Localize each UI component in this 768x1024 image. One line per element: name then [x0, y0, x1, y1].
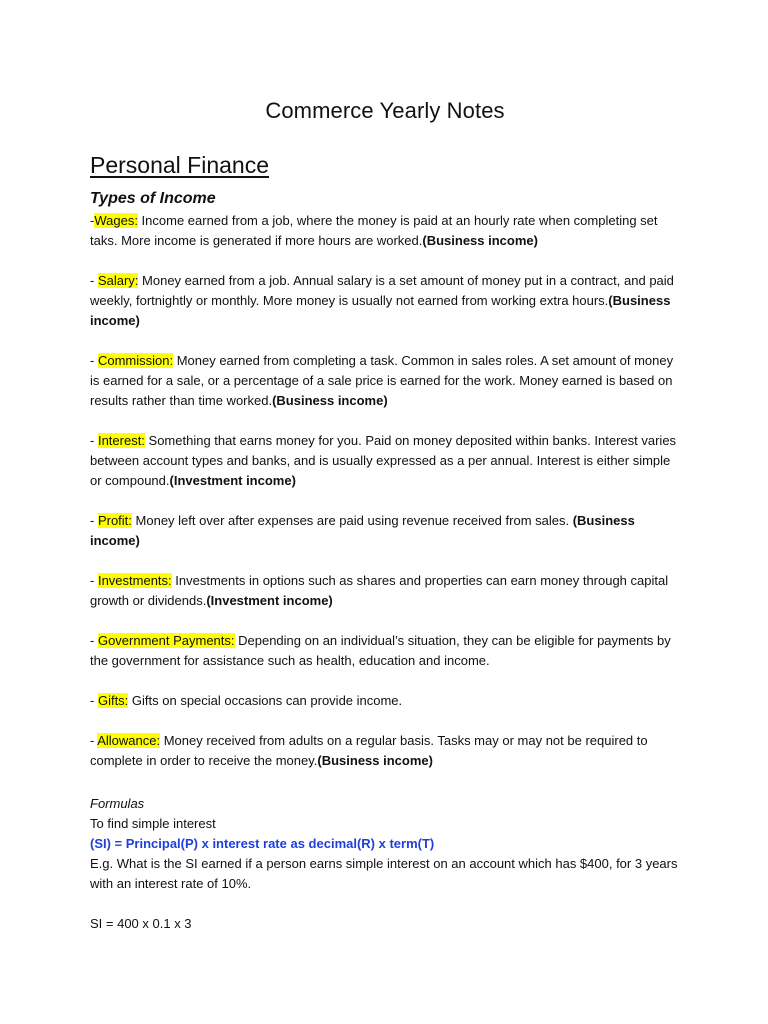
entry-prefix: -: [90, 633, 98, 648]
income-entry-commission: [90, 351, 680, 411]
income-entry-investments: [90, 571, 680, 611]
income-category-tag: (Investment income): [206, 593, 333, 608]
entry-prefix: -: [90, 513, 98, 528]
income-category-tag: (Business income): [422, 233, 538, 248]
highlighted-term: Commission:: [97, 353, 174, 368]
highlighted-term: Salary:: [97, 273, 139, 288]
entry-description: Depending on an individual’s situation, they can be eligible for payments by the government for assistance such as health, education and income.: [90, 633, 671, 668]
entry-description: Investments in options such as shares and properties can earn money through capital growth or dividends.: [90, 573, 669, 608]
entry-prefix: -: [90, 353, 98, 368]
worked-calculation: SI = 400 x 0.1 x 3: [90, 916, 192, 931]
income-category-tag: (Business income): [90, 293, 671, 328]
document-title: Commerce Yearly Notes: [265, 98, 505, 123]
entry-description: Money received from adults on a regular basis. Tasks may or may not be required to complete in order to receive the money.: [90, 733, 648, 768]
income-types-list: [90, 211, 680, 771]
income-entry-salary: [90, 271, 680, 331]
formula-intro: To find simple interest: [90, 816, 216, 831]
entry-prefix: -: [90, 273, 98, 288]
income-entry-profit: [90, 511, 680, 551]
income-entry-allowance: [90, 731, 680, 771]
highlighted-term: Gifts:: [97, 693, 129, 708]
formula-example: E.g. What is the SI earned if a person earns simple interest on an account which has $400, for 3 years with an interest rate of 10%.: [90, 856, 678, 891]
subsection-heading: Types of Income: [90, 190, 216, 207]
formulas-section: [90, 794, 680, 934]
highlighted-term: Profit:: [97, 513, 132, 528]
entry-prefix: -: [90, 573, 98, 588]
income-entry-government-payments: [90, 631, 680, 671]
income-category-tag: (Investment income): [169, 473, 296, 488]
entry-description: Money earned from completing a task. Common in sales roles. A set amount of money is earned for a sale, or a percentage of a sale price is earned for the work. Money earned is based on results rather than time worked.: [90, 353, 674, 408]
income-category-tag: (Business income): [272, 393, 388, 408]
entry-description: Money left over after expenses are paid using revenue received from sales.: [131, 513, 573, 528]
entry-prefix: -: [90, 733, 98, 748]
income-entry-wages: [90, 211, 680, 251]
simple-interest-formula: (SI) = Principal(P) x interest rate as decimal(R) x term(T): [90, 836, 435, 851]
income-category-tag: (Business income): [90, 513, 635, 548]
entry-prefix: -: [90, 433, 98, 448]
entry-prefix: -: [90, 213, 95, 228]
entry-description: Something that earns money for you. Paid on money deposited within banks. Interest varies between account types and banks, and is usually expressed as a per annual. Interest is either simple or compound.: [90, 433, 677, 488]
section-heading: Personal Finance: [90, 152, 269, 178]
highlighted-term: Investments:: [97, 573, 172, 588]
entry-description: Money earned from a job. Annual salary is a set amount of money put in a contract, and paid weekly, fortnightly or monthly. More money is usually not earned from working extra hours.: [90, 273, 674, 308]
entry-description: Gifts on special occasions can provide income.: [128, 693, 403, 708]
income-entry-interest: [90, 431, 680, 491]
entry-description: Income earned from a job, where the money is paid at an hourly rate when completing set taks. More income is generated if more hours are worked.: [90, 213, 658, 248]
highlighted-term: Interest:: [97, 433, 145, 448]
highlighted-term: Allowance:: [97, 733, 161, 748]
entry-prefix: -: [90, 693, 98, 708]
highlighted-term: Government Payments:: [97, 633, 235, 648]
highlighted-term: Wages:: [94, 213, 138, 228]
income-category-tag: (Business income): [317, 753, 433, 768]
income-entry-gifts: [90, 691, 680, 711]
formulas-heading: Formulas: [90, 796, 145, 811]
